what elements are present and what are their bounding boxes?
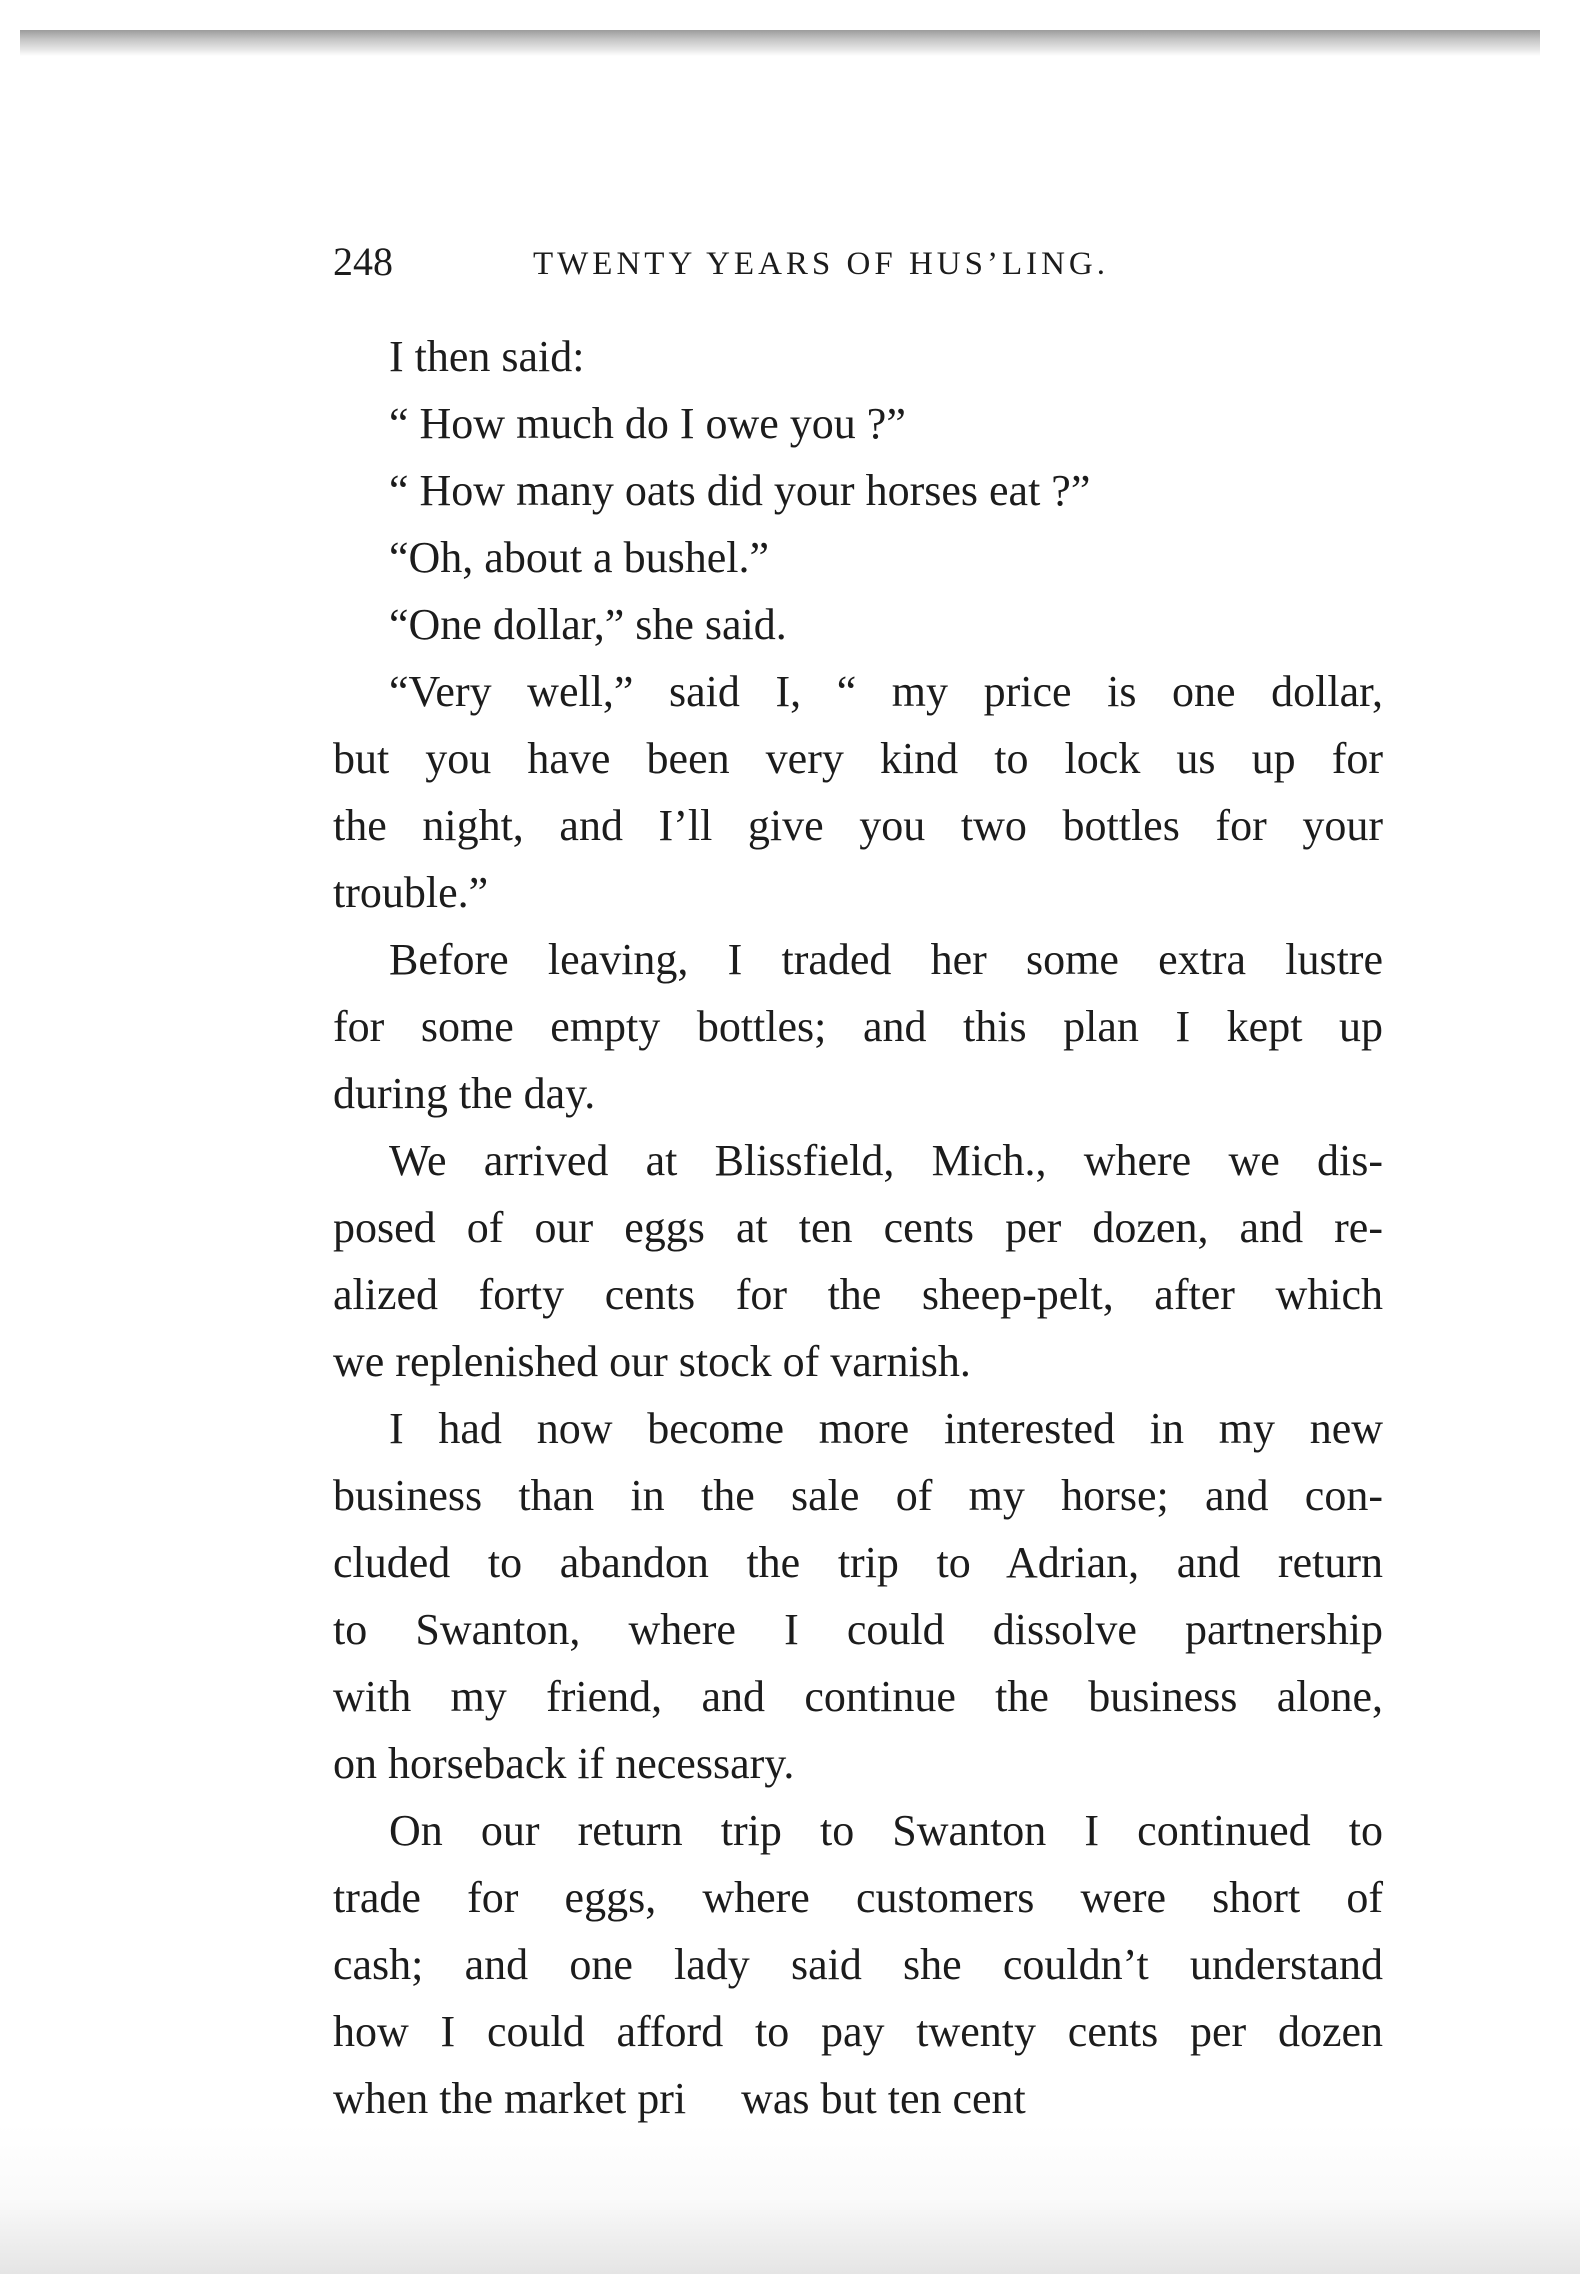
text-line: On our return trip to Swanton I continued to (389, 1806, 1383, 1855)
text-line: for some empty bottles; and this plan I kept up (333, 1002, 1383, 1051)
text-line: business than in the sale of my horse; and con- (333, 1471, 1383, 1520)
page-number: 248 (333, 239, 393, 284)
text-line: with my friend, and continue the business alone, (333, 1672, 1383, 1721)
text-line: Before leaving, I traded her some extra lustre (389, 935, 1383, 984)
text-line: We arrived at Blissfield, Mich., where we dis- (389, 1136, 1383, 1185)
text-line: trouble.” (333, 868, 489, 917)
text-line: on horseback if necessary. (333, 1739, 795, 1788)
text-line: I had now become more interested in my new (389, 1404, 1383, 1453)
running-head: TWENTY YEARS OF HUS’LING. (533, 246, 1110, 282)
book-page (333, 0, 1383, 2274)
text-line: “ How many oats did your horses eat ?” (389, 466, 1091, 515)
text-line: trade for eggs, where customers were short of (333, 1873, 1383, 1922)
text-body (333, 323, 1383, 2132)
text-line: cluded to abandon the trip to Adrian, and return (333, 1538, 1383, 1587)
text-line: I then said: (389, 332, 585, 381)
text-line: the night, and I’ll give you two bottles for your (333, 801, 1383, 850)
text-line: “Oh, about a bushel.” (389, 533, 769, 582)
text-line: how I could afford to pay twenty cents per dozen (333, 2007, 1383, 2056)
text-line: to Swanton, where I could dissolve partnership (333, 1605, 1383, 1654)
text-line: but you have been very kind to lock us up for (333, 734, 1383, 783)
text-line: “Very well,” said I, “ my price is one dollar, (389, 667, 1383, 716)
page-header (333, 232, 1383, 292)
text-line: we replenished our stock of varnish. (333, 1337, 971, 1386)
text-line: when the market pri was but ten cent (333, 2074, 1026, 2123)
text-line: “ How much do I owe you ?” (389, 399, 906, 448)
text-line: alized forty cents for the sheep-pelt, after which (333, 1270, 1383, 1319)
text-line: cash; and one lady said she couldn’t understand (333, 1940, 1383, 1989)
text-line: posed of our eggs at ten cents per dozen, and re- (333, 1203, 1383, 1252)
text-line: “One dollar,” she said. (389, 600, 787, 649)
text-line: during the day. (333, 1069, 596, 1118)
